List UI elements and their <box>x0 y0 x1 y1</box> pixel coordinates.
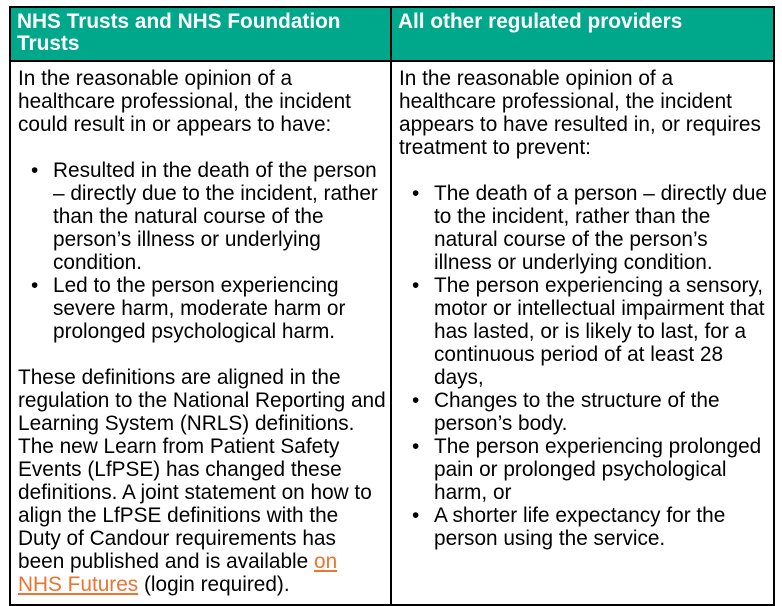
header-other-regulated-providers: All other regulated providers <box>391 7 774 61</box>
list-item: • Changes to the structure of the person’s body. <box>399 389 769 435</box>
table-body-row <box>10 61 774 605</box>
list-item: • The person experiencing prolonged pain or prolonged psychological harm, or <box>399 435 769 504</box>
right-intro-paragraph: In the reasonable opinion of a healthcare professional, the incident appears to have resulted in, or requires treatment to prevent: <box>399 67 761 159</box>
nhs-futures-link[interactable]: on NHS Futures <box>18 550 338 596</box>
list-item: • The death of a person – directly due to the incident, rather than the natural course of the person’s illness or underlying condition. <box>399 182 769 274</box>
header-nhs-trusts: NHS Trusts and NHS Foundation Trusts <box>10 7 391 61</box>
cell-nhs-trusts <box>10 61 391 605</box>
list-item: • A shorter life expectancy for the person using the service. <box>399 504 769 550</box>
list-item: • Led to the person experiencing severe harm, moderate harm or prolonged psychological harm. <box>18 274 386 343</box>
candour-definitions-table <box>9 6 775 606</box>
table-header-row <box>10 7 774 61</box>
list-item: • Resulted in the death of the person – directly due to the incident, rather than the natural course of the person’s illness or underlying condition. <box>18 159 386 274</box>
list-item: • The person experiencing a sensory, motor or intellectual impairment that has lasted, or is likely to last, for a continuous period of at least 28 days, <box>399 274 769 389</box>
left-closing-paragraph <box>18 366 386 596</box>
cell-other-regulated-providers <box>391 61 774 605</box>
closing-text-pre: These definitions are aligned in the regulation to the National Reporting and Learning System (NRLS) definitions. The new Learn from Patient Safety Events (LfPSE) has changed these definitions. A joint statement on how to align the LfPSE definitions with the Duty of Candour requirements has been published and is available <box>18 366 386 573</box>
left-bullet-list <box>18 159 386 343</box>
left-intro-paragraph: In the reasonable opinion of a healthcare professional, the incident could result in or appears to have: <box>18 67 351 136</box>
closing-text-post: (login required). <box>138 573 290 596</box>
right-bullet-list <box>399 182 769 550</box>
